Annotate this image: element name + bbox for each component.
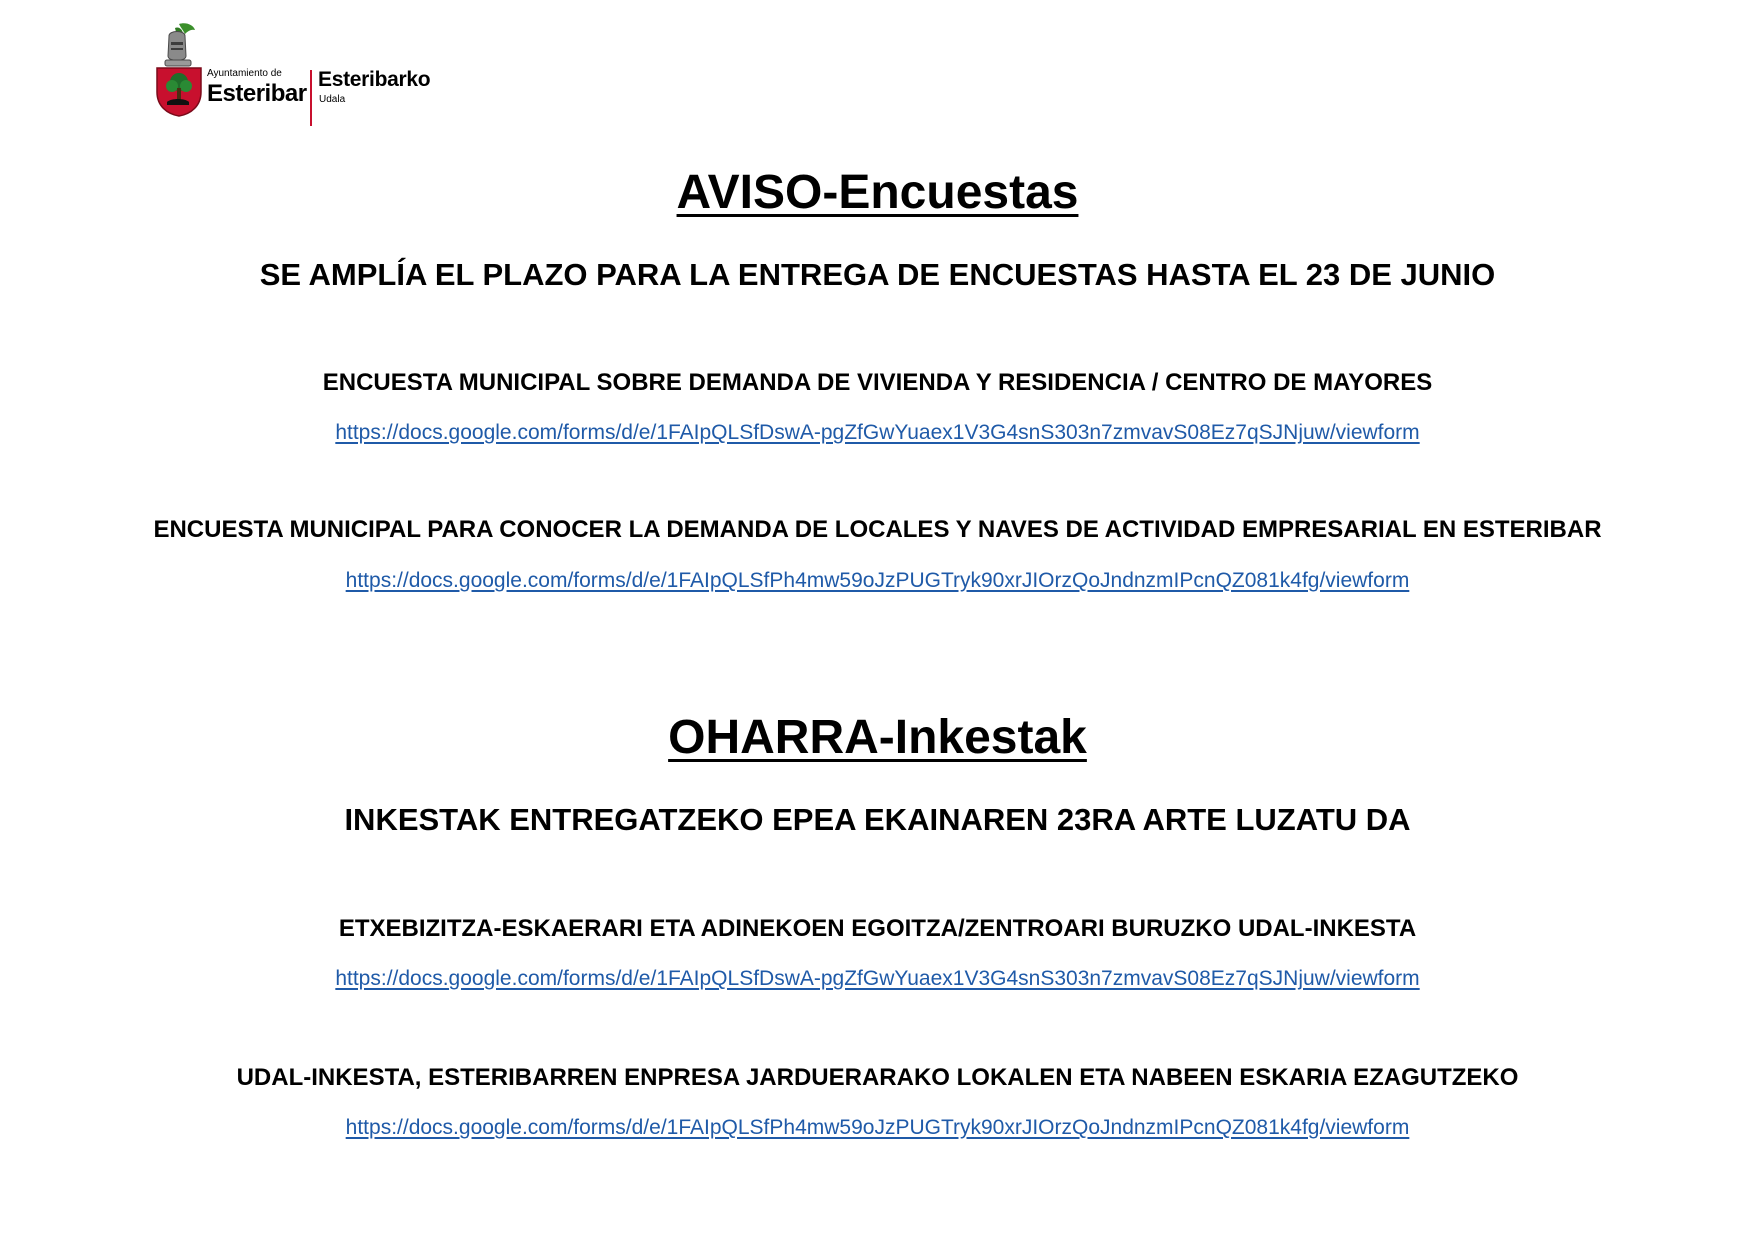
- logo-name-eu: Esteribarko: [318, 68, 431, 91]
- survey-eu-1-link[interactable]: https://docs.google.com/forms/d/e/1FAIpQLSfDswA-pgZfGwYuaex1V3G4snS303n7zmvavS08Ez7qSJNjuw/viewform: [335, 967, 1420, 990]
- municipality-logo: [155, 22, 455, 118]
- section-eu-title: OHARRA-Inkestak: [668, 711, 1087, 764]
- survey-es-1-title: ENCUESTA MUNICIPAL SOBRE DEMANDA DE VIVIENDA Y RESIDENCIA / CENTRO DE MAYORES: [322, 369, 1433, 396]
- survey-es-2-link[interactable]: https://docs.google.com/forms/d/e/1FAIpQLSfPh4mw59oJzPUGTryk90xrJIOrzQoJndnzmIPcnQZ081k4fg/viewform: [345, 569, 1410, 592]
- section-es-subtitle: SE AMPLÍA EL PLAZO PARA LA ENTREGA DE ENCUESTAS HASTA EL 23 DE JUNIO: [259, 257, 1496, 292]
- logo-udala: Udala: [319, 94, 346, 105]
- logo-divider: [310, 70, 312, 126]
- section-es-title: AVISO-Encuestas: [676, 166, 1079, 219]
- logo-name-es: Esteribar: [207, 80, 307, 107]
- survey-eu-2-link[interactable]: https://docs.google.com/forms/d/e/1FAIpQLSfPh4mw59oJzPUGTryk90xrJIOrzQoJndnzmIPcnQZ081k4fg/viewform: [345, 1116, 1410, 1139]
- logo-small-text: Ayuntamiento de: [207, 68, 282, 79]
- section-eu-subtitle: INKESTAK ENTREGATZEKO EPEA EKAINAREN 23RA ARTE LUZATU DA: [344, 802, 1411, 837]
- survey-eu-2-title: UDAL-INKESTA, ESTERIBARREN ENPRESA JARDUERARAKO LOKALEN ETA NABEEN ESKARIA EZAGUTZEKO: [236, 1064, 1519, 1091]
- survey-es-1-link[interactable]: https://docs.google.com/forms/d/e/1FAIpQLSfDswA-pgZfGwYuaex1V3G4snS303n7zmvavS08Ez7qSJNjuw/viewform: [335, 421, 1420, 444]
- coat-of-arms-icon: [155, 22, 205, 118]
- survey-eu-1-title: ETXEBIZITZA-ESKAERARI ETA ADINEKOEN EGOITZA/ZENTROARI BURUZKO UDAL-INKESTA: [338, 915, 1417, 942]
- survey-es-2-title: ENCUESTA MUNICIPAL PARA CONOCER LA DEMANDA DE LOCALES Y NAVES DE ACTIVIDAD EMPRESARIAL EN ESTERIBAR: [153, 516, 1602, 543]
